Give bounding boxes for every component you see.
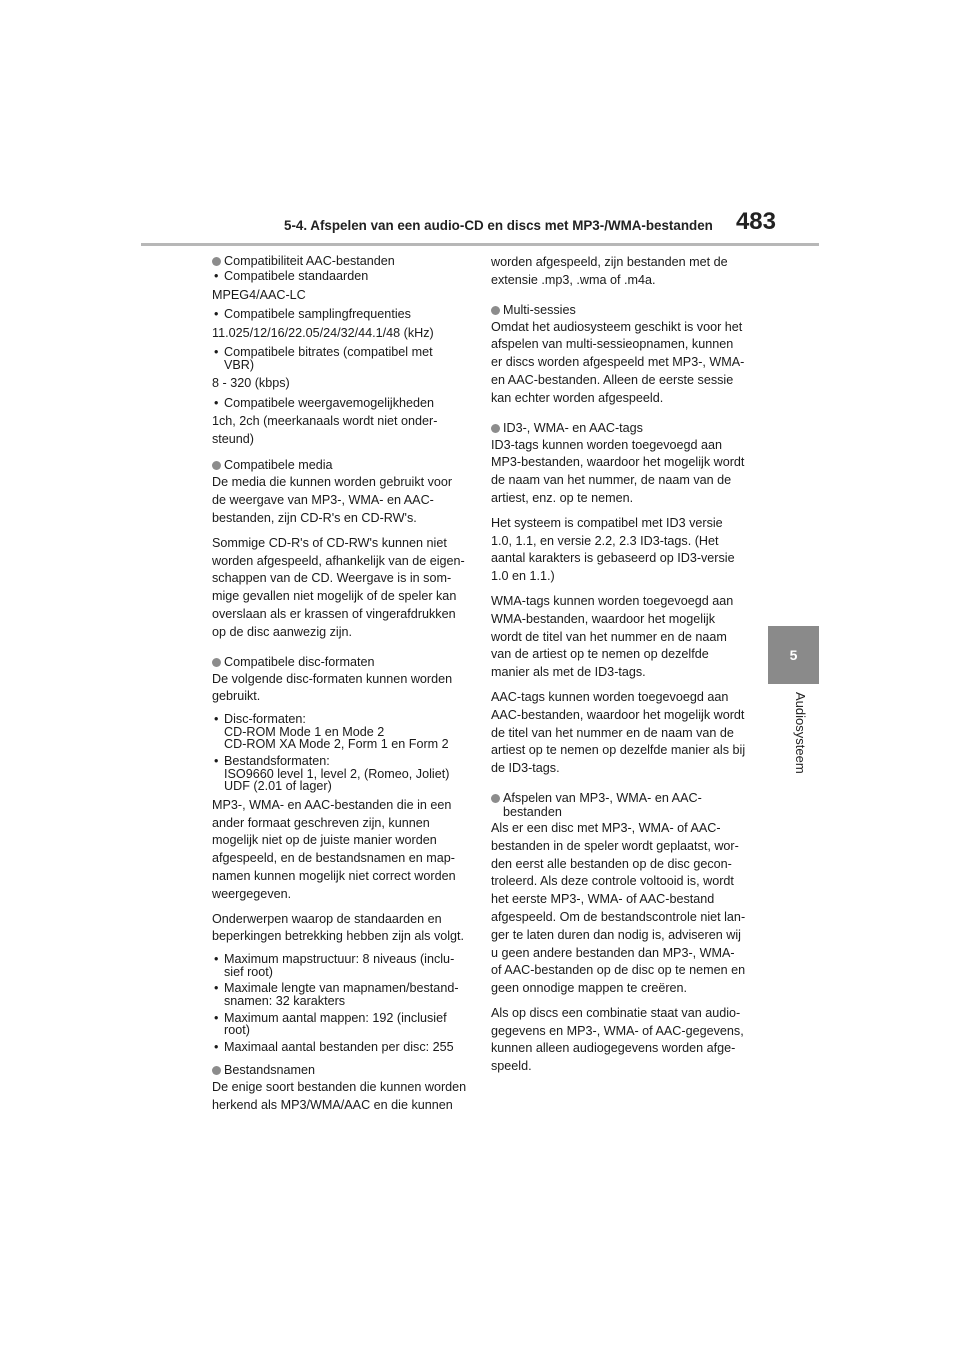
list-item: • Compatibele bitrates (compatibel met VBR) <box>214 345 433 372</box>
paragraph: Het systeem is compatibel met ID3 versie 1.0, 1.1, en versie 2.2, 2.3 ID3-tags. (Het aantal karakters is gebaseerd op ID3-versie 1.0 en 1.1.) <box>491 515 735 584</box>
right-column <box>491 254 754 1083</box>
section-heading-multisession: Multi-sessies <box>491 303 754 318</box>
paragraph: Omdat het audiosysteem geschikt is voor het afspelen van multi-sessieopnamen, kunnen er discs worden afgespeeld met MP3-, WMA- en AAC-bestanden. Alleen de eerste sessie kan echter worden afgespeeld. <box>491 319 745 405</box>
section-heading-media: Compatibele media <box>212 458 468 473</box>
paragraph: ID3-tags kunnen worden toegevoegd aan MP3-bestanden, waardoor het mogelijk wordt de naam van het nummer, de naam van de artiest, enz. op te nemen. <box>491 437 745 505</box>
list-item: • Maximum mapstructuur: 8 niveaus (inclu- sief root) <box>214 952 455 979</box>
list-item: • Bestandsformaten: ISO9660 level 1, level 2, (Romeo, Joliet) UDF (2.01 of lager) <box>214 754 450 794</box>
value-text: 1ch, 2ch (meerkanaals wordt niet onder- steund) <box>212 414 438 446</box>
section-title: 5-4. Afspelen van een audio-CD en discs met MP3-/WMA-bestanden <box>284 218 713 233</box>
list-item: • Maximaal aantal bestanden per disc: 255 <box>214 1039 454 1054</box>
list-item: • Maximale lengte van mapnamen/bestand- snamen: 32 karakters <box>214 981 459 1008</box>
bullet-icon <box>212 1066 221 1075</box>
page-number: 483 <box>735 208 776 235</box>
header-divider <box>141 243 819 246</box>
value-text: MPEG4/AAC-LC <box>212 287 306 302</box>
section-heading-disc-formats: Compatibele disc-formaten <box>212 655 468 670</box>
section-heading-playback: Afspelen van MP3-, WMA- en AAC- bestanden <box>491 791 754 818</box>
bullet-icon <box>212 461 221 470</box>
bullet-icon <box>491 306 500 315</box>
value-text: 8 - 320 (kbps) <box>212 376 290 391</box>
list-item: • Compatibele weergavemogelijkheden <box>214 395 435 410</box>
list-item: • Maximum aantal mappen: 192 (inclusief root) <box>214 1010 447 1038</box>
list-item: • Compatibele samplingfrequenties <box>214 307 411 322</box>
paragraph: Als op discs een combinatie staat van audio- gegevens en MP3-, WMA- of AAC-gegevens, kunnen alleen audiogegevens worden afge- speeld. <box>491 1005 744 1074</box>
paragraph: worden afgespeeld, zijn bestanden met de extensie .mp3, .wma of .m4a. <box>491 255 728 287</box>
chapter-number: 5 <box>789 647 798 663</box>
paragraph: Sommige CD-R's of CD-RW's kunnen niet worden afgespeeld, afhankelijk van de eigen- schappen van de CD. Weergave is in som- mige gevallen niet mogelijk of de speler kan overslaan als er krassen of vingerafdrukken op de disc aanwezig zijn. <box>212 535 465 639</box>
value-text: 11.025/12/16/22.05/24/32/44.1/48 (kHz) <box>212 325 434 340</box>
bullet-icon <box>212 658 221 667</box>
list-item: • Disc-formaten: CD-ROM Mode 1 en Mode 2 CD-ROM XA Mode 2, Form 1 en Form 2 <box>214 712 449 752</box>
chapter-tab <box>768 626 819 684</box>
paragraph: WMA-tags kunnen worden toegevoegd aan WMA-bestanden, waardoor het mogelijk wordt de titel van het nummer en de naam van de artiest op te nemen op dezelfde manier als met de ID3-tags. <box>491 593 734 680</box>
bullet-icon <box>212 257 221 266</box>
paragraph: MP3-, WMA- en AAC-bestanden die in een ander formaat geschreven zijn, kunnen mogelijk niet op de juiste manier worden afgespeeld, en de bestandsnamen en map- namen kunnen mogelijk niet correct worden weergegeven. <box>212 797 456 901</box>
left-column <box>212 254 468 1122</box>
paragraph: Als er een disc met MP3-, WMA- of AAC- bestanden in de speler wordt geplaatst, wor- den eerst alle bestanden op de disc gecon- troleerd. Als deze controle voltooid is, wordt het eerste MP3-, WMA- of AAC-bestand afgespeeld. Om de bestandscontrole niet lan- ger te laten duren dan nodig is, adviseren wij u geen andere bestanden dan MP3-, WMA- of AAC-bestanden op de disc op te nemen en geen onnodige mappen te creëren. <box>491 820 746 996</box>
list-item: • Compatibele standaarden <box>214 269 369 283</box>
section-heading-tags: ID3-, WMA- en AAC-tags <box>491 421 754 436</box>
paragraph: Onderwerpen waarop de standaarden en beperkingen betrekking hebben zijn als volgt. <box>212 911 465 944</box>
section-heading-aac-compat: Compatibiliteit AAC-bestanden <box>212 254 468 269</box>
section-heading-filenames: Bestandsnamen <box>212 1063 468 1078</box>
bullet-icon <box>491 794 500 803</box>
paragraph: AAC-tags kunnen worden toegevoegd aan AAC-bestanden, waardoor het mogelijk wordt de titel van het nummer en de naam van de artiest op te nemen op dezelfde manier als bij de ID3-tags. <box>491 689 746 776</box>
paragraph: De volgende disc-formaten kunnen worden gebruikt. <box>212 671 453 704</box>
bullet-icon <box>491 424 500 433</box>
paragraph: De enige soort bestanden die kunnen worden herkend als MP3/WMA/AAC en die kunnen <box>212 1080 467 1113</box>
chapter-label: Audiosysteem <box>793 692 808 774</box>
paragraph: De media die kunnen worden gebruikt voor de weergave van MP3-, WMA- en AAC- bestanden, zijn CD-R's en CD-RW's. <box>212 475 453 526</box>
